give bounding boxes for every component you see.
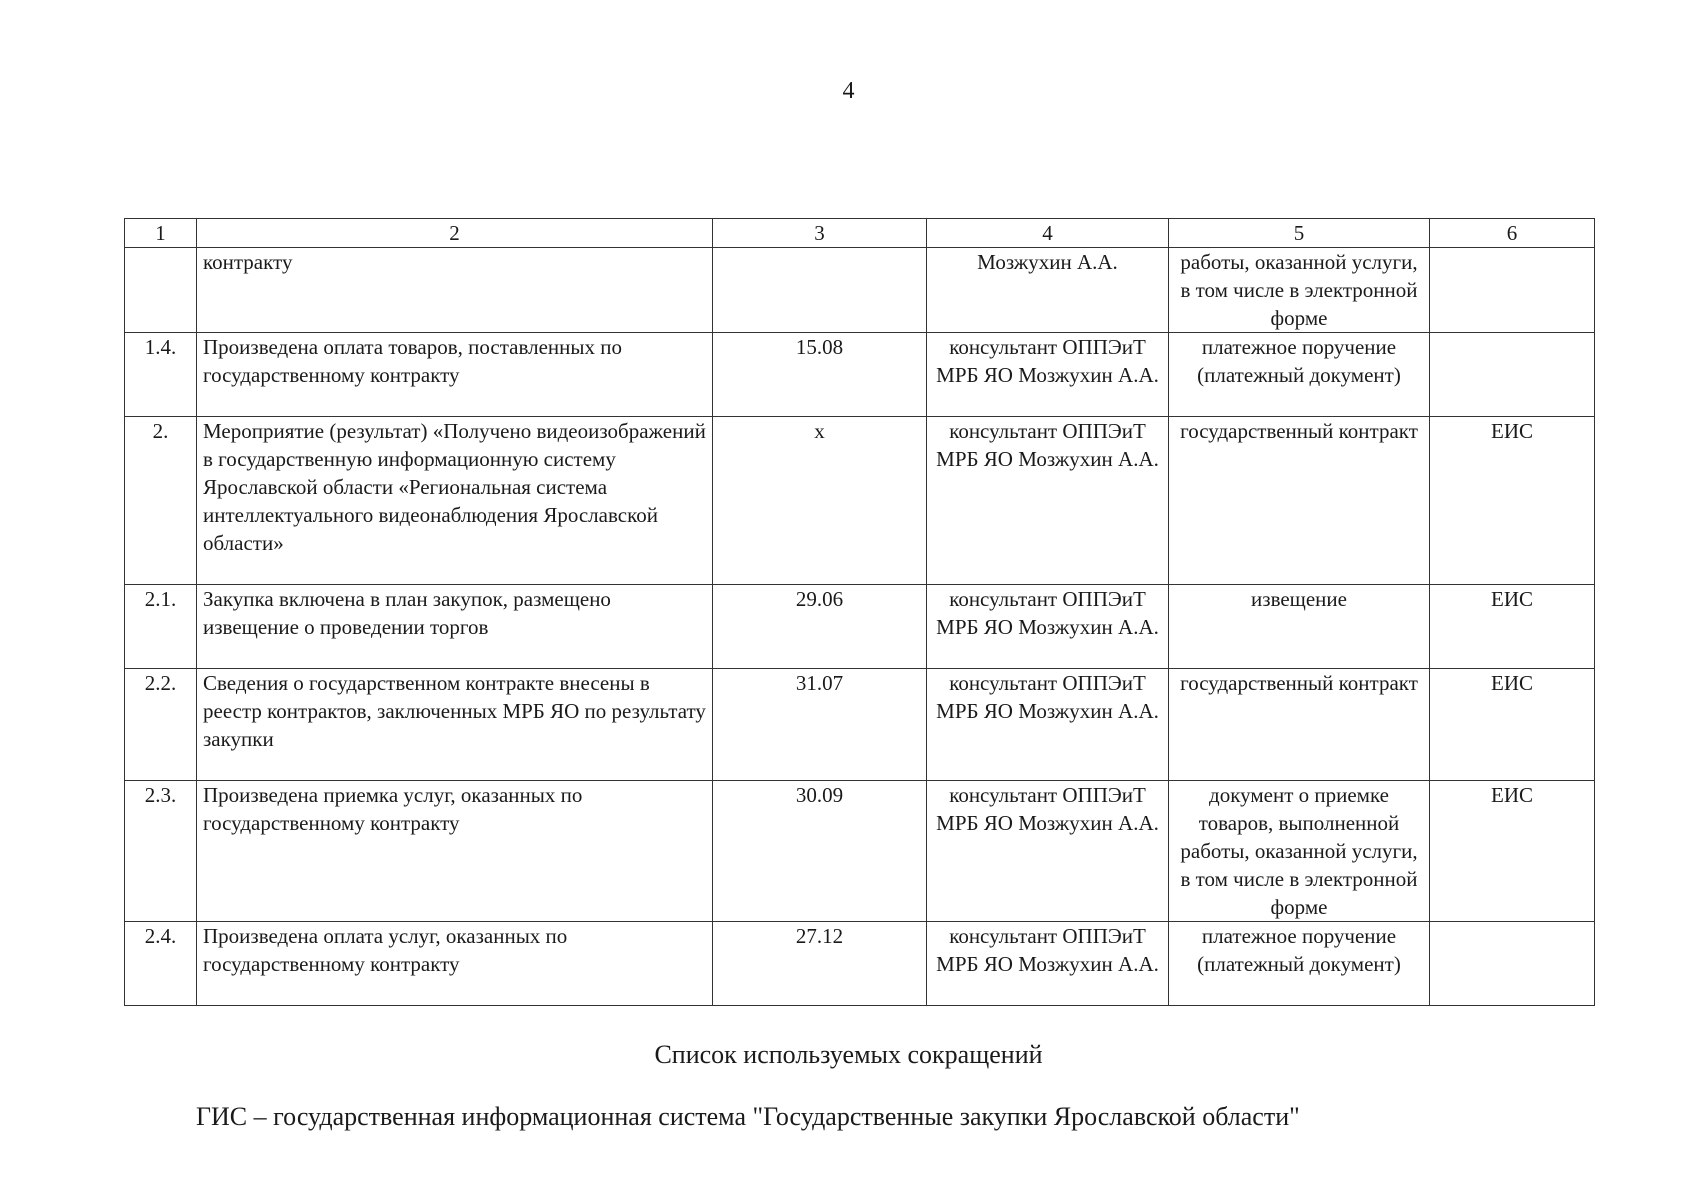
row-document: государственный контракт <box>1169 417 1430 585</box>
row-activity: Произведена оплата товаров, поставленных по государственному контракту <box>197 333 713 417</box>
column-header: 5 <box>1169 219 1430 248</box>
row-responsible: Мозжухин А.А. <box>927 248 1169 333</box>
table-row <box>125 922 1595 1006</box>
abbreviations-title: Список используемых сокращений <box>654 1040 1043 1069</box>
plan-table <box>124 218 1595 1006</box>
row-number: 2.2. <box>125 669 197 781</box>
column-header: 6 <box>1430 219 1595 248</box>
row-system: ЕИС <box>1430 781 1595 922</box>
row-system: ЕИС <box>1430 669 1595 781</box>
table-row <box>125 781 1595 922</box>
column-header: 4 <box>927 219 1169 248</box>
row-document: платежное поручение (платежный документ) <box>1169 922 1430 1006</box>
table-header-row <box>125 219 1595 248</box>
table-row <box>125 585 1595 669</box>
row-responsible: консультант ОППЭиТ МРБ ЯО Мозжухин А.А. <box>927 669 1169 781</box>
row-document: государственный контракт <box>1169 669 1430 781</box>
row-system <box>1430 922 1595 1006</box>
row-deadline: 29.06 <box>713 585 927 669</box>
table-row <box>125 669 1595 781</box>
column-header: 2 <box>197 219 713 248</box>
row-responsible: консультант ОППЭиТ МРБ ЯО Мозжухин А.А. <box>927 922 1169 1006</box>
row-document: извещение <box>1169 585 1430 669</box>
row-number: 1.4. <box>125 333 197 417</box>
abbreviation-item: ГИС – государственная информационная система "Государственные закупки Ярославской области" <box>196 1102 1300 1131</box>
table-row <box>125 333 1595 417</box>
row-activity: Сведения о государственном контракте внесены в реестр контрактов, заключенных МРБ ЯО по результату закупки <box>197 669 713 781</box>
row-number: 2.1. <box>125 585 197 669</box>
row-number: 2.3. <box>125 781 197 922</box>
row-deadline <box>713 248 927 333</box>
row-number <box>125 248 197 333</box>
row-responsible: консультант ОППЭиТ МРБ ЯО Мозжухин А.А. <box>927 333 1169 417</box>
row-activity: Произведена приемка услуг, оказанных по государственному контракту <box>197 781 713 922</box>
column-header: 3 <box>713 219 927 248</box>
row-system <box>1430 333 1595 417</box>
row-document: документ о приемке товаров, выполненной работы, оказанной услуги, в том числе в электронной форме <box>1169 781 1430 922</box>
row-document: работы, оказанной услуги, в том числе в электронной форме <box>1169 248 1430 333</box>
row-responsible: консультант ОППЭиТ МРБ ЯО Мозжухин А.А. <box>927 417 1169 585</box>
row-deadline: 31.07 <box>713 669 927 781</box>
row-deadline: 27.12 <box>713 922 927 1006</box>
table-row <box>125 417 1595 585</box>
column-header: 1 <box>125 219 197 248</box>
row-system: ЕИС <box>1430 417 1595 585</box>
page-number: 4 <box>842 78 855 104</box>
row-responsible: консультант ОППЭиТ МРБ ЯО Мозжухин А.А. <box>927 781 1169 922</box>
row-activity: Закупка включена в план закупок, размещено извещение о проведении торгов <box>197 585 713 669</box>
row-deadline: 30.09 <box>713 781 927 922</box>
row-system <box>1430 248 1595 333</box>
table-row <box>125 248 1595 333</box>
row-responsible: консультант ОППЭиТ МРБ ЯО Мозжухин А.А. <box>927 585 1169 669</box>
row-activity: контракту <box>197 248 713 333</box>
row-deadline: x <box>713 417 927 585</box>
row-deadline: 15.08 <box>713 333 927 417</box>
row-number: 2.4. <box>125 922 197 1006</box>
row-document: платежное поручение (платежный документ) <box>1169 333 1430 417</box>
row-activity: Произведена оплата услуг, оказанных по государственному контракту <box>197 922 713 1006</box>
row-number: 2. <box>125 417 197 585</box>
row-system: ЕИС <box>1430 585 1595 669</box>
row-activity: Мероприятие (результат) «Получено видеоизображений в государственную информационную систему Ярославской области «Региональная система интеллектуального видеонаблюдения Ярославской области» <box>197 417 713 585</box>
